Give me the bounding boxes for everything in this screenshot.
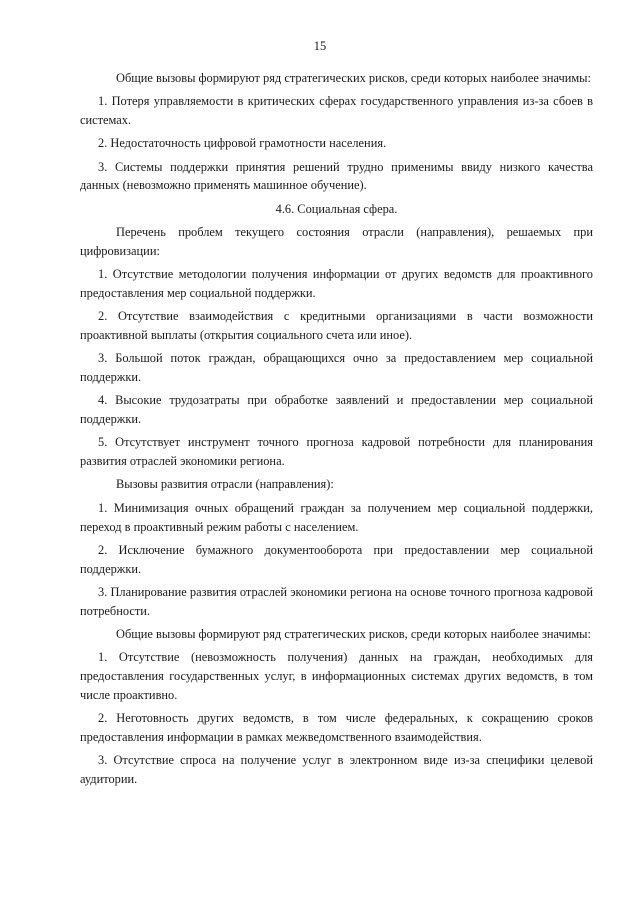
section-heading: 4.6. Социальная сфера. (275, 201, 398, 216)
list-item: 2. Отсутствие взаимодействия с кредитными организациями в части возможности проактивной выплаты (открытия социального счета или иное). (80, 309, 593, 342)
list-item: 5. Отсутствует инструмент точного прогноза кадровой потребности для планирования развития отраслей экономики региона. (80, 435, 593, 469)
list-item: 3. Большой поток граждан, обращающихся очно за предоставлением мер социальной поддержки. (80, 351, 593, 385)
list-item: 1. Минимизация очных обращений граждан за получением мер социальной поддержки, переход в проактивный режим работы с населением. (80, 500, 593, 534)
list-item: 2. Неготовность других ведомств, в том числе федеральных, к сокращению сроков предоставления информации в рамках межведомственного взаимодействия. (80, 711, 593, 745)
list-item: 3. Планирование развития отраслей экономики региона на основе точного прогноза кадровой потребности. (80, 584, 593, 618)
list-item: 3. Отсутствие спроса на получение услуг в электронном виде из-за специфики целевой аудитории. (80, 753, 593, 787)
challenges-intro-paragraph: Вызовы развития отрасли (направления): (116, 477, 334, 492)
list-item: 4. Высокие трудозатраты при обработке заявлений и предоставлении мер социальной поддержки. (80, 393, 593, 427)
list-item: 2. Недостаточность цифровой грамотности населения. (98, 136, 387, 151)
list-item: 1. Отсутствие (невозможность получения) данных на граждан, необходимых для предоставления государственных услуг, в информационных системах других ведомств, в том числе проактивно. (80, 650, 593, 703)
list-item: 3. Системы поддержки принятия решений трудно применимы ввиду низкого качества данных (невозможно применять машинное обучение). (80, 159, 593, 193)
page-number: 15 (313, 39, 327, 53)
list-item: 1. Отсутствие методологии получения информации от других ведомств для проактивного предоставления мер социальной поддержки. (80, 266, 593, 300)
risks-intro-paragraph: Общие вызовы формируют ряд стратегических рисков, среди которых наиболее значимы: (116, 627, 591, 642)
list-item: 1. Потеря управляемости в критических сферах государственного управления из-за сбоев в системах. (80, 94, 593, 128)
problems-intro-paragraph: Перечень проблем текущего состояния отрасли (направления), решаемых при цифровизации: (80, 224, 593, 258)
list-item: 2. Исключение бумажного документооборота при предоставлении мер социальной поддержки. (80, 542, 593, 576)
document-body (80, 69, 593, 789)
risks-intro-paragraph: Общие вызовы формируют ряд стратегических рисков, среди которых наиболее значимы: (116, 71, 591, 85)
